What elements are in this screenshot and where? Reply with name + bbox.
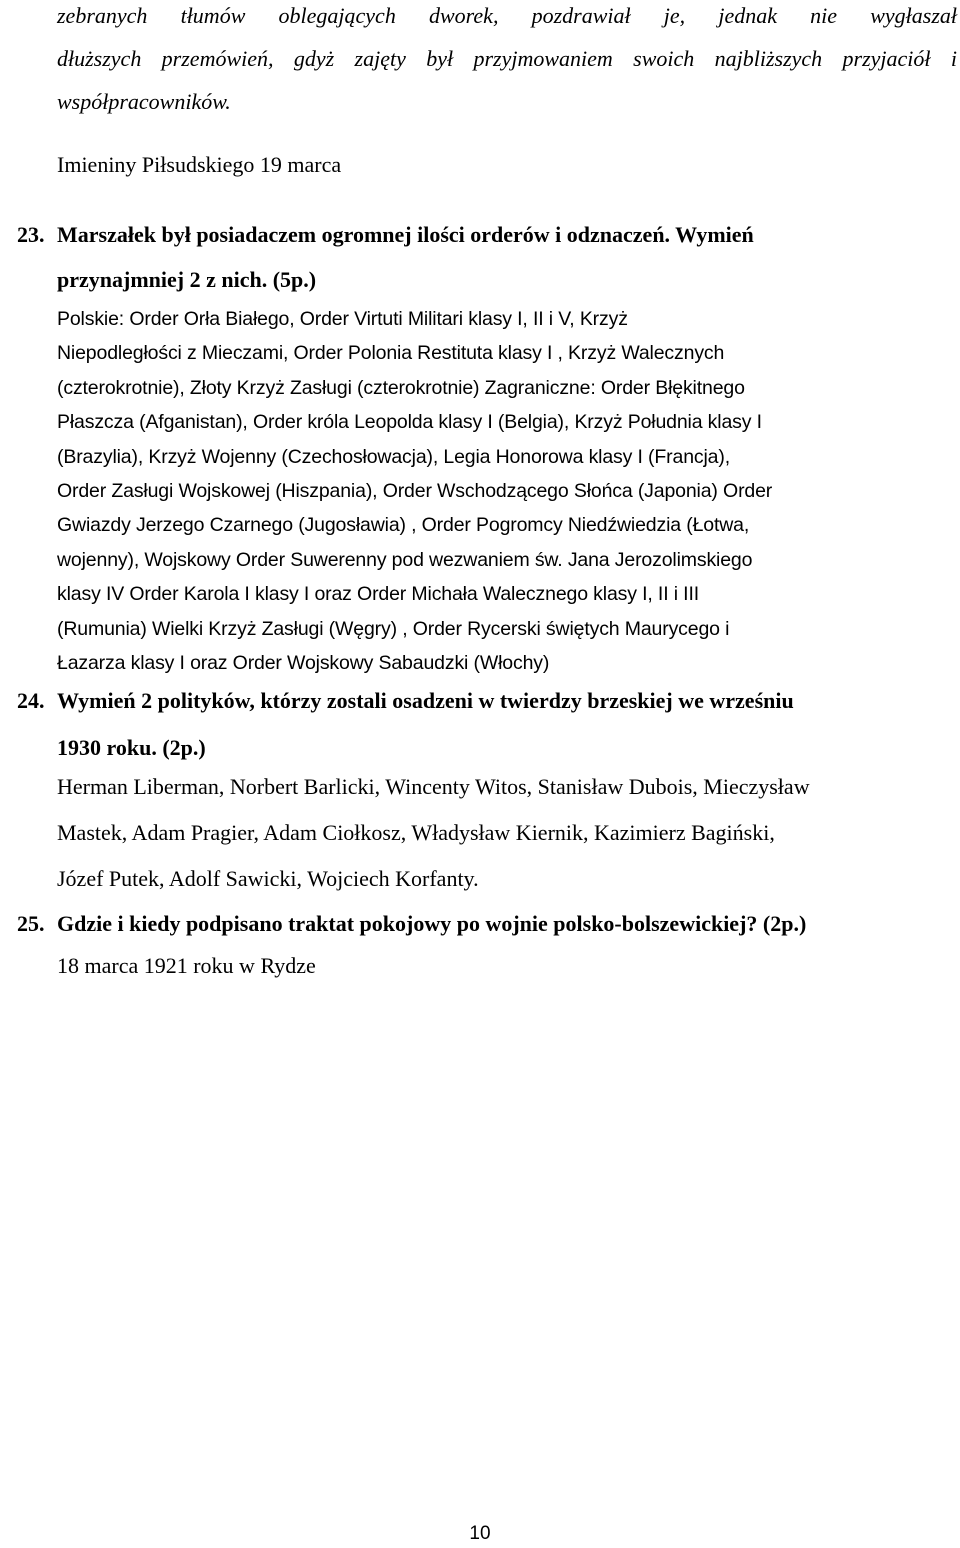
answer-line: (czterokrotnie), Złoty Krzyż Zasługi (czterokrotnie) Zagraniczne: Order Błękitnego xyxy=(57,376,745,399)
answer-line: Polskie: Order Orła Białego, Order Virtuti Militari klasy I, II i V, Krzyż xyxy=(57,308,628,330)
answer-line: Józef Putek, Adolf Sawicki, Wojciech Korfanty. xyxy=(57,866,479,891)
answer-line: Mastek, Adam Pragier, Adam Ciołkosz, Władysław Kiernik, Kazimierz Bagiński, xyxy=(57,820,775,845)
note-nameday: Imieniny Piłsudskiego 19 marca xyxy=(57,152,342,177)
answer-line: (Brazylia), Krzyż Wojenny (Czechosłowacja), Legia Honorowa klasy I (Francja), xyxy=(57,445,730,468)
answer-line: Order Zasługi Wojskowej (Hiszpania), Order Wschodzącego Słońca (Japonia) Order xyxy=(57,480,773,503)
answer-23 xyxy=(57,302,942,680)
page-number: 10 xyxy=(469,1523,491,1544)
question-number: 23. xyxy=(17,222,45,247)
question-line: 1930 roku. (2p.) xyxy=(57,735,206,760)
question-line: Wymień 2 polityków, którzy zostali osadzeni w twierdzy brzeskiej we wrześniu xyxy=(57,688,794,713)
answer-25: 18 marca 1921 roku w Rydze xyxy=(57,953,316,978)
answer-line: Niepodległości z Mieczami, Order Polonia Restituta klasy I , Krzyż Walecznych xyxy=(57,342,725,365)
answer-line: klasy IV Order Karola I klasy I oraz Order Michała Walecznego klasy I, II i III xyxy=(57,583,699,606)
answer-line: Herman Liberman, Norbert Barlicki, Wincenty Witos, Stanisław Dubois, Mieczysław xyxy=(57,774,810,799)
answer-24 xyxy=(57,764,947,902)
intro-line: dłuższych przemówień, gdyż zajęty był przyjmowaniem swoich najbliższych przyjaciół i xyxy=(57,46,957,71)
question-24 xyxy=(17,677,937,771)
answer-line: (Rumunia) Wielki Krzyż Zasługi (Węgry) , Order Rycerski świętych Maurycego i xyxy=(57,617,730,640)
answer-line: Łazarza klasy I oraz Order Wojskowy Sabaudzki (Włochy) xyxy=(57,652,550,675)
question-23 xyxy=(17,212,917,302)
question-25 xyxy=(17,902,937,946)
intro-line: współpracowników. xyxy=(57,89,231,114)
question-line: Marszałek był posiadaczem ogromnej ilości orderów i odznaczeń. Wymień xyxy=(57,222,754,247)
question-number: 24. xyxy=(17,688,45,713)
answer-line: Płaszcza (Afganistan), Order króla Leopolda klasy I (Belgia), Krzyż Południa klasy I xyxy=(57,411,762,434)
question-line: Gdzie i kiedy podpisano traktat pokojowy po wojnie polsko-bolszewickiej? (2p.) xyxy=(57,911,807,936)
answer-line: wojenny), Wojskowy Order Suwerenny pod wezwaniem św. Jana Jerozolimskiego xyxy=(57,548,753,571)
intro-line: zebranych tłumów oblegających dworek, pozdrawiał je, jednak nie wygłaszał xyxy=(57,3,957,28)
question-number: 25. xyxy=(17,911,45,936)
answer-line: Gwiazdy Jerzego Czarnego (Jugosławia) , Order Pogromcy Niedźwiedzia (Łotwa, xyxy=(57,514,750,537)
intro-paragraph xyxy=(57,0,957,123)
question-line: przynajmniej 2 z nich. (5p.) xyxy=(57,267,317,292)
